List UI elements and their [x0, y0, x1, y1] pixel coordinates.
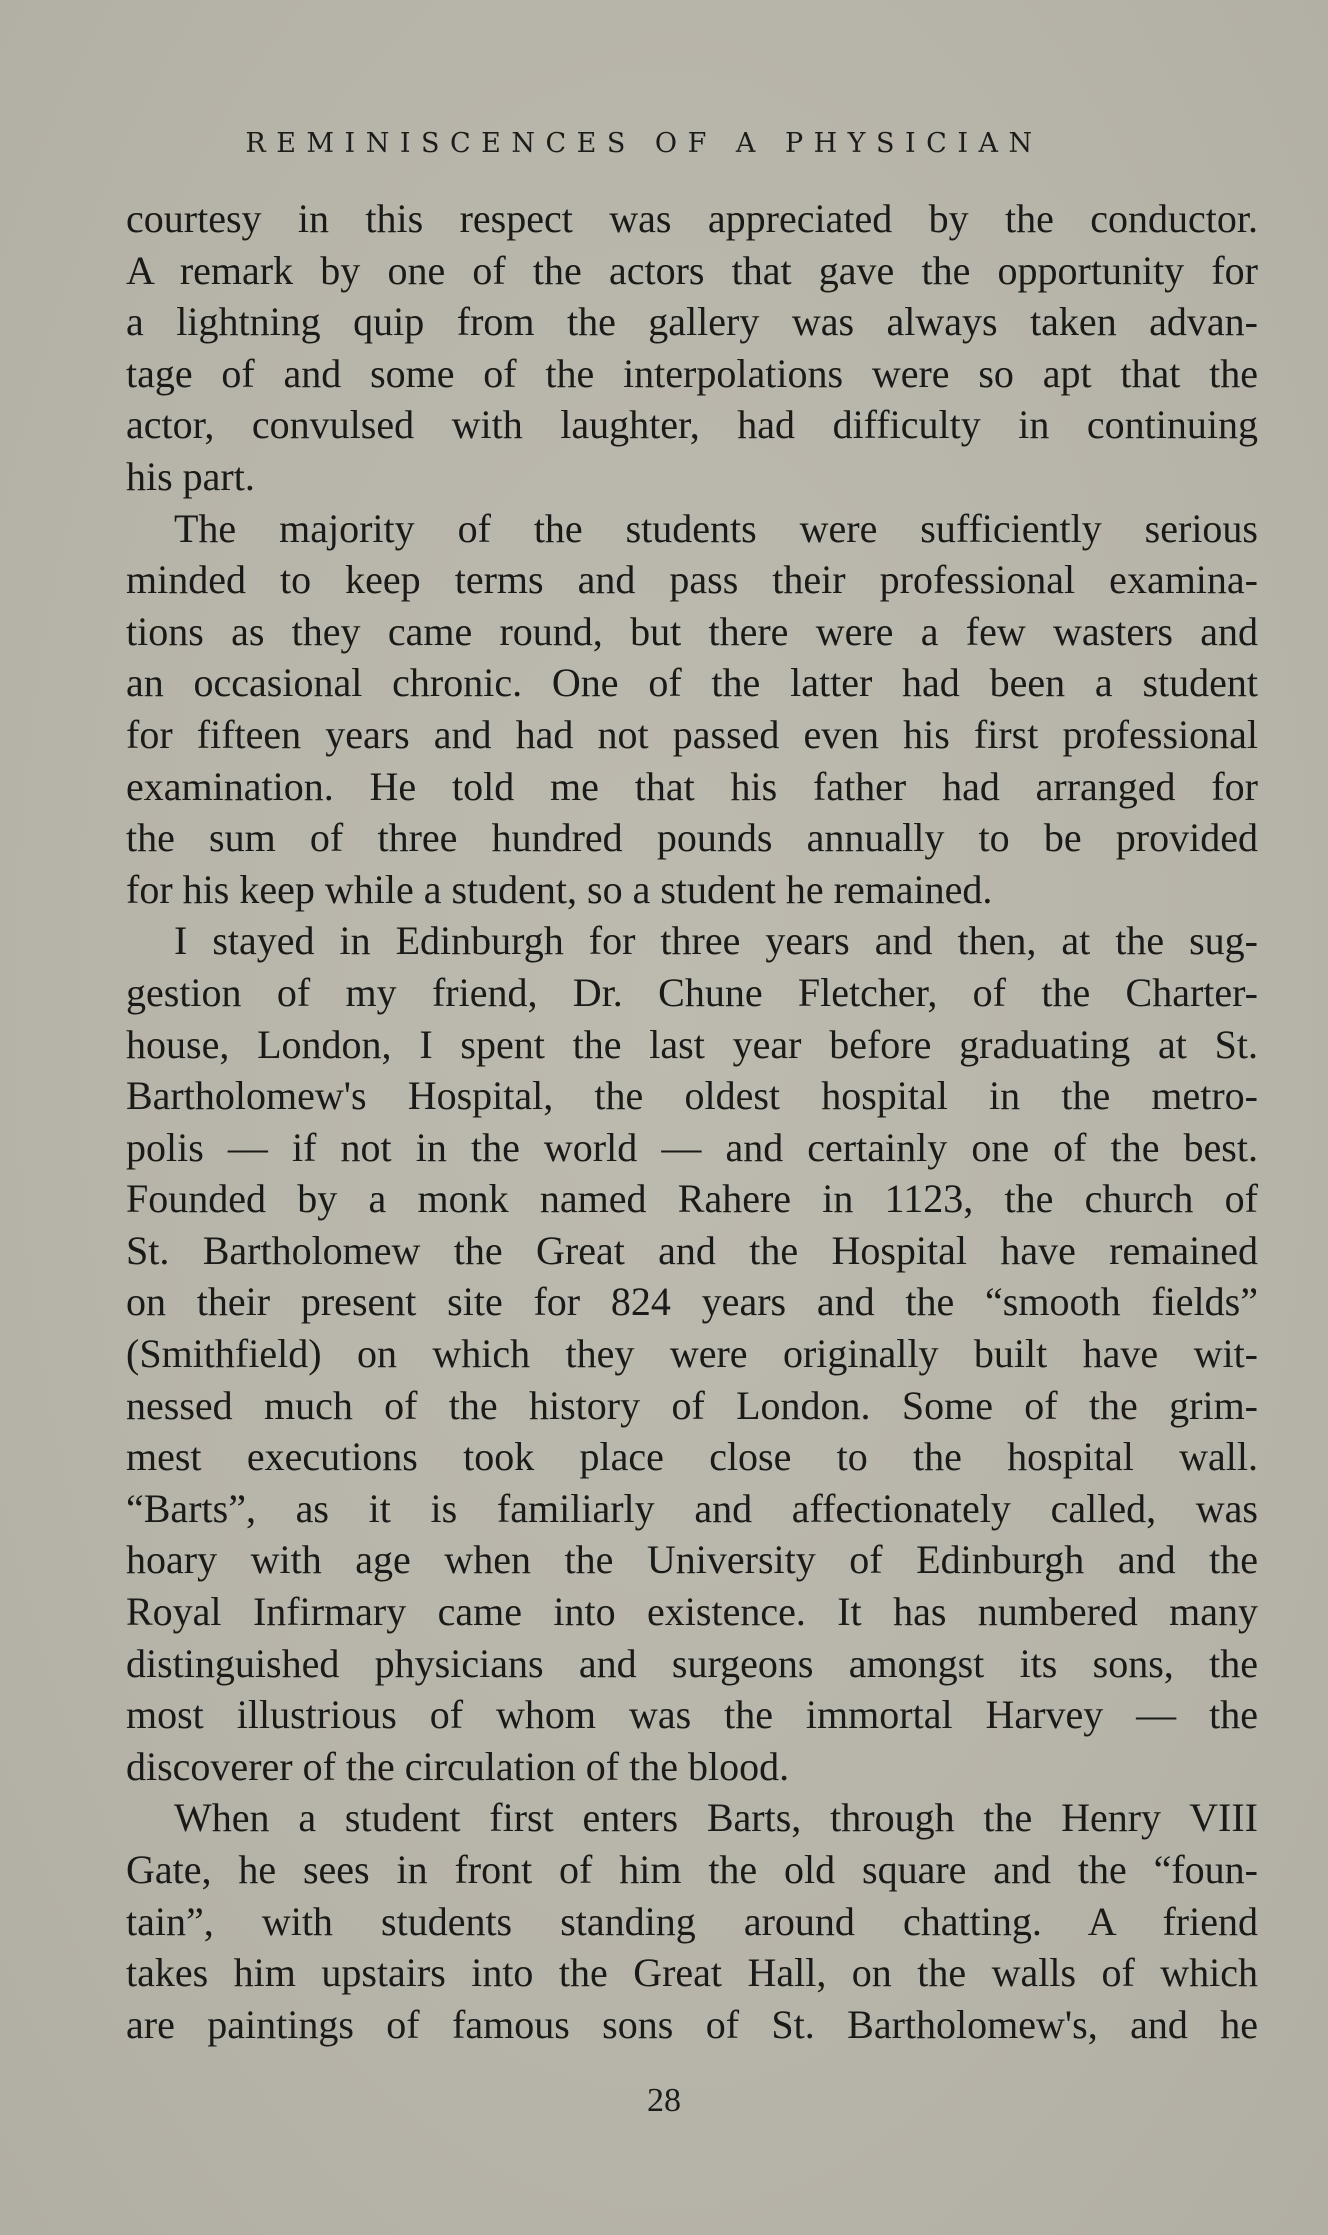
text-line: his part.: [126, 453, 255, 499]
text-line: Bartholomew's Hospital, the oldest hospital in the metro-: [126, 1073, 1258, 1119]
text-line: Royal Infirmary came into existence. It has numbered many: [126, 1589, 1258, 1635]
text-line: an occasional chronic. One of the latter had been a student: [126, 660, 1258, 706]
text-line: takes him upstairs into the Great Hall, on the walls of which: [126, 1950, 1258, 1996]
text-line: hoary with age when the University of Edinburgh and the: [126, 1537, 1258, 1583]
text-line: The majority of the students were sufficiently serious: [174, 505, 1258, 551]
text-line: mest executions took place close to the hospital wall.: [126, 1434, 1258, 1480]
text-line: the sum of three hundred pounds annually to be provided: [126, 815, 1258, 861]
text-line: a lightning quip from the gallery was always taken advan-: [126, 299, 1258, 345]
text-line: examination. He told me that his father had arranged for: [126, 763, 1258, 809]
body-text: [126, 193, 1258, 2050]
text-line: actor, convulsed with laughter, had difficulty in continuing: [126, 402, 1258, 448]
text-line: house, London, I spent the last year before graduating at St.: [126, 1021, 1258, 1067]
text-line: polis — if not in the world — and certainly one of the best.: [126, 1124, 1258, 1170]
text-line: Founded by a monk named Rahere in 1123, the church of: [126, 1176, 1258, 1222]
text-line: for his keep while a student, so a student he remained.: [126, 866, 993, 912]
text-line: I stayed in Edinburgh for three years and then, at the sug-: [174, 918, 1258, 964]
text-line: tain”, with students standing around chatting. A friend: [126, 1898, 1258, 1944]
text-line: tage of and some of the interpolations were so apt that the: [126, 350, 1258, 396]
text-line: St. Bartholomew the Great and the Hospital have remained: [126, 1227, 1258, 1273]
text-line: most illustrious of whom was the immortal Harvey — the: [126, 1692, 1258, 1738]
text-line: tions as they came round, but there were a few wasters and: [126, 608, 1258, 654]
text-line: When a student first enters Barts, through the Henry VIII: [174, 1795, 1258, 1841]
text-line: Gate, he sees in front of him the old square and the “foun-: [126, 1847, 1258, 1892]
text-line: minded to keep terms and pass their professional examina-: [126, 557, 1258, 603]
text-line: are paintings of famous sons of St. Bartholomew's, and he: [126, 2001, 1258, 2047]
text-line: distinguished physicians and surgeons amongst its sons, the: [126, 1640, 1258, 1686]
running-head: REMINISCENCES OF A PHYSICIAN: [245, 128, 1043, 159]
text-line: for fifteen years and had not passed even his first professional: [126, 711, 1258, 757]
text-line: nessed much of the history of London. Some of the grim-: [126, 1382, 1258, 1428]
text-line: “Barts”, as it is familiarly and affectionately called, was: [126, 1485, 1258, 1531]
text-line: on their present site for 824 years and the “smooth fields”: [126, 1279, 1258, 1325]
page-number: 28: [647, 2082, 681, 2119]
text-line: gestion of my friend, Dr. Chune Fletcher, of the Charter-: [126, 969, 1258, 1015]
text-line: courtesy in this respect was appreciated by the conductor.: [126, 196, 1258, 241]
text-line: (Smithfield) on which they were originally built have wit-: [126, 1331, 1258, 1377]
text-line: discoverer of the circulation of the blood.: [126, 1743, 790, 1789]
text-line: A remark by one of the actors that gave the opportunity for: [126, 247, 1258, 293]
